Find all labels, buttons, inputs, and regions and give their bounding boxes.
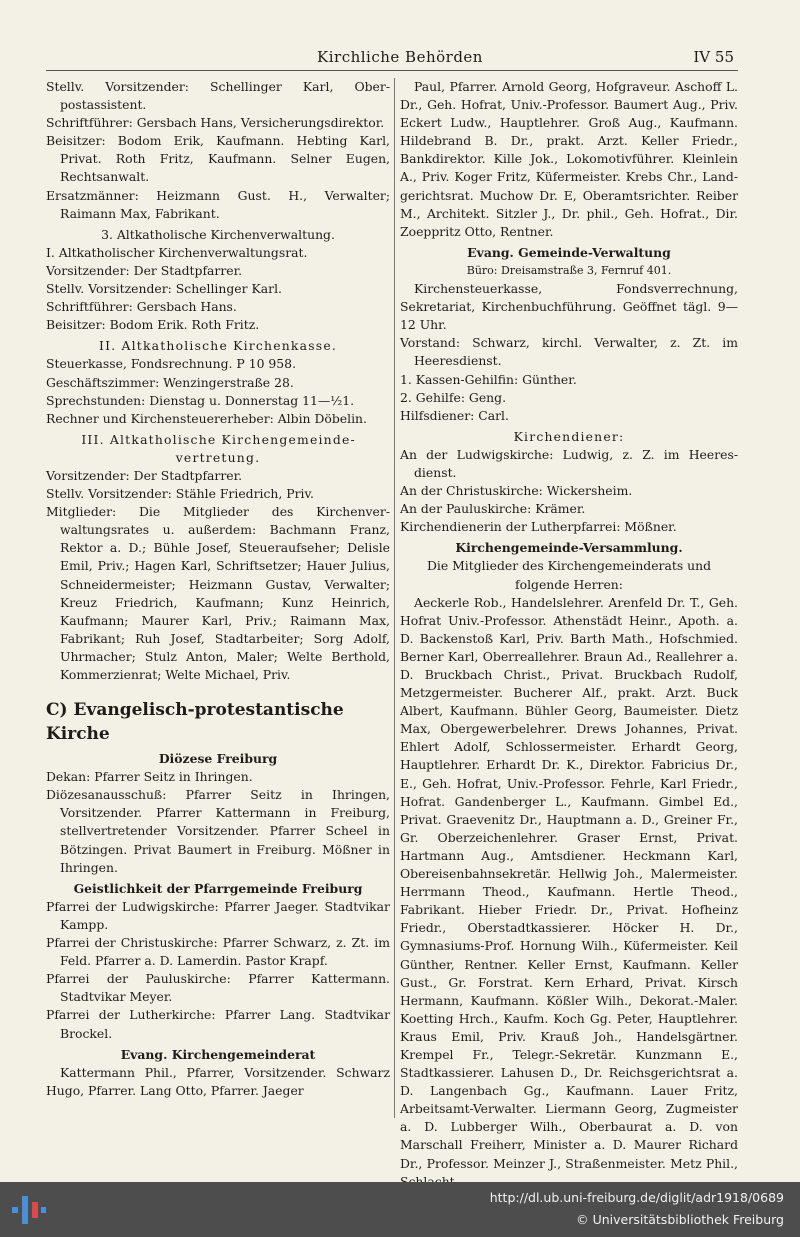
member-list: Kattermann Phil., Pfarrer, Vorsitzender. Schwarz Hugo, Pfarrer. Lang Otto, Pfarrer. Jaeger — [46, 1064, 390, 1098]
directory-entry: Kirchendienerin der Lutherpfarrei: Mößner. — [400, 519, 677, 535]
centered-note: Die Mitglieder des Kirchengemeinderats und folgende Herren: — [426, 558, 712, 592]
directory-entry: Beisitzer: Bodom Erik. Roth Fritz. — [46, 317, 260, 333]
page-number: IV 55 — [693, 48, 734, 66]
directory-entry: Hilfsdiener: Carl. — [400, 407, 509, 423]
viewer-footer — [0, 1182, 800, 1237]
directory-entry: An der Christuskirche: Wickersheim. — [400, 483, 633, 499]
directory-entry: Diözesanausschuß: Pfarrer Seitz in Ihringen, Vorsitzender. Pfarrer Kattermann in Freiburg, stellvertretender Vorsitzender. Pfarrer Scheel in Bötzingen. Privat Baumert in Freiburg. Mößner in Ihringen. — [46, 787, 390, 875]
subsection-heading: II. Altkatholische Kirchenkasse. — [98, 338, 337, 354]
directory-entry: Ersatzmänner: Heizmann Gust. H., Verwalter; Raimann Max, Fabrikant. — [46, 187, 390, 221]
section-heading: 3. Altkatholische Kirchenverwaltung. — [101, 226, 335, 242]
directory-entry: An der Pauluskirche: Krämer. — [400, 501, 586, 517]
directory-entry: Dekan: Pfarrer Seitz in Ihringen. — [46, 769, 253, 785]
directory-entry: Vorsitzender: Der Stadtpfarrer. — [46, 467, 243, 483]
directory-entry: Pfarrei der Lutherkirche: Pfarrer Lang. Stadtvikar Brockel. — [46, 1007, 390, 1041]
member-list: Aeckerle Rob., Handelslehrer. Arenfeld Dr. T., Geh. Hofrat Univ.-Professor. Athenstädt Heinr., Apoth. a. D. Backenstoß Karl, Priv. Barth Math., Hofschmied. Berner Karl, Oberreallehrer. Braun Ad., Reallehrer a. D. Bruckbach Christ., Privat. Bruckbach Rudolf, Metzgermeister. Bucherer Alf., prakt. Arzt. Buck Albert, Kaufmann. Bühler Georg, Baumeister. Dietz Max, Obergewerbelehrer. Drews Johannes, Privat. Ehlert Adolf, Schlossermeister. Erhardt Georg, Hauptlehrer. Erhardt Dr. K., Direktor. Fabricius Dr., E., Geh. Hofrat, Univ.-Professor. Fehrle, Karl Friedr., Hofrat. Gandenberger L., Kaufmann. Gimbel Ed., Privat. Graevenitz Dr., Hauptmann a. D., Greiner Fr., Gr. Oberzeichenlehrer. Graser Ernst, Privat. Hartmann Aug., Amtsdiener. Heckmann Karl, Obereisenbahnsekretär. Hellwig Joh., Malermeister. Herrmann Theod., Kaufmann. Hertle Theod., Fabrikant. Hieber Friedr. Dr., Privat. Hofheinz Friedr., Oberstadtkassierer. Höcker H. Dr., Gymnasiums-Prof. Hornung Wilh., Küfermeister. Keil Günther, Rentner. Keller Ernst, Kaufmann. Keller Gust., Gr. Forstrat. Kern Erhard, Privat. Kirsch Hermann, Kaufmann. Kößler Wilh., Dekorat.-Maler. Koetting Hrch., Kaufm. Koch Gg. Peter, Hauptlehrer. Kraus Emil, Priv. Krauß Joh., Handelsgärtner. Krempel Fr., Telegr.-Sekretär. Kunzmann E., Stadtkassierer. Lahusen D., Dr. Reichsgerichtsrat a. D. Langenbach Gg., Kaufmann. Lauer Fritz, Arbeitsamt-Verwalter. Liermann Georg, Zugmeister a. D. Lubberger Wilh., Oberbaurat a. D. von Marschall Freiherr, Minister a. D. Maurer Richard Dr., Professor. Meinzer J., Straßenmeister. Metz Phil., — [400, 594, 738, 1171]
source-url[interactable]: http://dl.ub.uni-freiburg.de/diglit/adr1918/0689 — [489, 1190, 784, 1205]
section-heading: Evang. Kirchengemeinderat — [120, 1046, 316, 1062]
directory-entry: Pfarrei der Christuskirche: Pfarrer Schwarz, z. Zt. im Feld. Pfarrer a. D. Lamerdin. Pastor Krapf. — [46, 935, 390, 969]
office-info: Büro: Dreisamstraße 3, Fernruf 401. — [466, 263, 672, 277]
column-divider — [394, 78, 395, 1118]
chapter-heading: C) Evangelisch-protestantische Kirche — [46, 700, 344, 745]
section-heading: Geistlichkeit der Pfarrgemeinde Freiburg — [73, 880, 363, 896]
directory-entry: Steuerkasse, Fondsrechnung. P 10 958. — [46, 356, 297, 372]
section-heading: Diözese Freiburg — [158, 751, 278, 767]
header-rule — [46, 70, 738, 71]
directory-entry: Beisitzer: Bodom Erik, Kaufmann. Hebting Karl, Privat. Roth Fritz, Kaufmann. Selner Eugen, Rechtsanwalt. — [46, 133, 390, 185]
directory-entry: Stellv. Vorsitzender: Stähle Friedrich, Priv. — [46, 486, 314, 502]
right-column — [400, 78, 738, 1191]
page-header — [0, 48, 800, 72]
section-heading: Kirchengemeinde-Versammlung. — [455, 540, 683, 556]
directory-entry: I. Altkatholischer Kirchenverwaltungsrat. — [46, 244, 308, 260]
directory-entry: Rechner und Kirchensteuererheber: Albin Döbelin. — [46, 410, 367, 426]
directory-entry: Pfarrei der Ludwigskirche: Pfarrer Jaeger. Stadtvikar Kampp. — [46, 898, 390, 932]
left-column — [46, 78, 390, 1100]
directory-entry: Geschäftszimmer: Wenzingerstraße 28. — [46, 374, 294, 390]
directory-entry: Mitglieder: Die Mitglieder des Kirchenverwaltungsrates u. außerdem: Bachmann Franz, Rektor a. D.; Bühle Josef, Steueraufseher; Delisle Emil, Priv.; Hagen Karl, Schriftsetzer; Hauer Julius, Schneidermeister; Heizmann Gustav, Verwalter; Kreuz Friedrich, Kaufmann; Kunz Heinrich, Kaufmann; Maurer Karl, Priv.; Raimann Max, Fabrikant; Ruh Josef, Stadtarbeiter; Sorg Adolf, Uhrmacher; Stulz Anton, Maler; Welte Berthold, Kommerzienrat; Welte Michael, Priv. — [46, 504, 390, 682]
directory-entry: Stellv. Vorsitzender: Schellinger Karl. — [46, 281, 282, 297]
directory-entry: 1. Kassen-Gehilfin: Günther. — [400, 371, 577, 387]
directory-entry: 2. Gehilfe: Geng. — [400, 389, 507, 405]
section-heading: Evang. Gemeinde-Verwaltung — [467, 244, 671, 260]
directory-entry: Pfarrei der Pauluskirche: Pfarrer Kattermann. Stadtvikar Meyer. — [46, 971, 390, 1005]
subsection-heading: Kirchendiener: — [513, 428, 625, 444]
subsection-heading: III. Altkatholische Kirchengemeindevertretung. — [81, 431, 355, 465]
directory-entry: Sprechstunden: Dienstag u. Donnerstag 11—½1. — [46, 392, 355, 408]
directory-entry: Stellv. Vorsitzender: Schellinger Karl, Oberpostassistent. — [46, 79, 390, 113]
member-list: Paul, Pfarrer. Arnold Georg, Hofgraveur. Aschoff L. Dr., Geh. Hofrat, Univ.-Professor. Baumert Aug., Priv. Eckert Ludw., Hauptlehrer. Groß Aug., Kaufmann. Hildebrand B. Dr., prakt. Arzt. Keller Friedr., Bankdirektor. Kille Jok., Lokomotivführer. Kleinlein A., Priv. Koger Fritz, Küfermeister. Krebs Chr., Landgerichtsrat. Muchow Dr. E, Oberamtsrichter. Reiber M., Architekt. Sitzler J., Dr. phil., Geh. Hofrat., Dir. Zoeppritz Otto, Rentner. — [400, 79, 738, 239]
directory-entry: Schriftführer: Gersbach Hans. — [46, 299, 237, 315]
directory-entry: Schriftführer: Gersbach Hans, Versicherungsdirektor. — [46, 115, 385, 131]
directory-entry: Vorstand: Schwarz, kirchl. Verwalter, z. Zt. im Heeresdienst. — [400, 335, 738, 369]
member-list: Kirchensteuerkasse, Fondsverrechnung, Sekretariat, Kirchenbuchführung. Geöffnet tägl. 9—12 Uhr. — [400, 281, 738, 333]
directory-entry: Vorsitzender: Der Stadtpfarrer. — [46, 262, 243, 278]
copyright-notice: © Universitätsbibliothek Freiburg — [576, 1212, 784, 1227]
library-logo-icon — [10, 1190, 48, 1230]
running-title: Kirchliche Behörden — [317, 48, 483, 66]
directory-entry: An der Ludwigskirche: Ludwig, z. Z. im Heeresdienst. — [400, 446, 738, 480]
